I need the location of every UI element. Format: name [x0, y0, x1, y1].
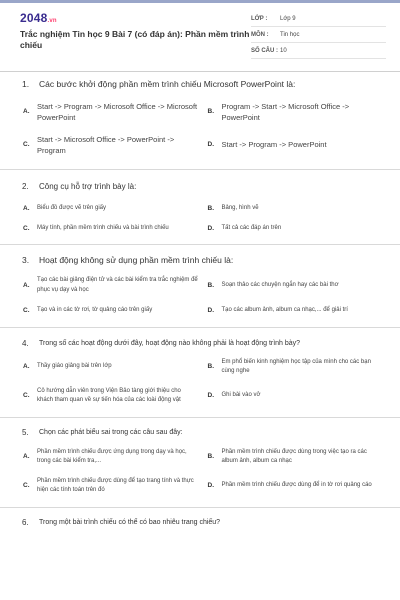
option-letter: B. — [207, 363, 214, 371]
option-letter: D. — [207, 307, 214, 314]
option-d[interactable] — [207, 135, 384, 156]
option-c[interactable] — [22, 477, 199, 496]
site-logo[interactable] — [20, 11, 250, 25]
option-text: Phần mềm trình chiếu được dùng để tạo trang tính và thực hiện các tính toán trên đó — [37, 477, 194, 493]
question-divider — [0, 507, 400, 508]
meta-value: Lớp 9 — [280, 15, 296, 22]
option-b[interactable] — [207, 358, 384, 377]
option-a[interactable] — [22, 358, 199, 377]
option-text: Start -> Program -> PowerPoint — [221, 140, 327, 150]
question-number: 6. — [22, 517, 29, 527]
question-text: Trong số các hoạt động dưới đây, hoạt động nào không phải là hoạt động trình bày? — [39, 339, 301, 347]
option-grid — [22, 102, 383, 156]
option-a[interactable] — [22, 102, 199, 123]
option-text: Start -> Microsoft Office -> PowerPoint -> Program — [37, 135, 175, 155]
meta-row-subject — [251, 27, 386, 43]
option-grid — [22, 448, 383, 496]
question-1 — [22, 79, 383, 170]
option-text: Tạo các bài giảng điện tử và các bài kiểm tra trắc nghiệm để phục vụ dạy và học — [37, 277, 198, 293]
question-text: Các bước khởi động phần mềm trình chiếu Microsoft PowerPoint là: — [39, 79, 296, 89]
option-text: Ghi bài vào vở — [221, 392, 261, 399]
question-stem — [22, 255, 383, 265]
header-divider — [0, 71, 400, 72]
question-5 — [22, 428, 383, 508]
meta-table — [251, 11, 386, 59]
option-text: Phần mềm trình chiếu được dùng để in tờ rơi quảng cáo — [221, 482, 372, 489]
question-number: 5. — [22, 427, 29, 437]
question-stem — [22, 339, 383, 349]
option-letter: D. — [207, 224, 214, 232]
option-text: Tạo các album ảnh, album ca nhạc,... để giải trí — [221, 307, 348, 313]
option-letter: C. — [23, 392, 30, 400]
option-text: Cô hướng dẫn viên trong Viện Bảo tàng giới thiệu cho khách tham quan về sự tiến hóa của các loài động vật — [37, 387, 181, 403]
logo-suffix: .vn — [47, 18, 57, 24]
option-letter: B. — [207, 108, 214, 116]
option-grid — [22, 358, 383, 406]
option-c[interactable] — [22, 306, 199, 316]
question-stem — [22, 428, 383, 438]
page-header — [0, 3, 400, 59]
option-text: Soạn thảo các chuyện ngắn hay các bài thơ — [221, 281, 339, 288]
option-b[interactable] — [207, 204, 384, 214]
option-letter: C. — [23, 482, 30, 490]
option-text: Phần mềm trình chiếu được ứng dụng trong dạy và học, trong các bài kiểm tra,... — [37, 448, 187, 464]
meta-row-count — [251, 43, 386, 59]
question-text: Trong một bài trình chiếu có thể có bao nhiêu trang chiếu? — [39, 518, 221, 526]
option-text: Máy tính, phần mềm trình chiếu và bài trình chiếu — [37, 224, 169, 231]
option-text: Em phổ biến kinh nghiệm học tập của mình cho các bạn cùng nghe — [221, 358, 371, 374]
question-stem — [22, 518, 383, 528]
question-stem — [22, 79, 383, 89]
question-stem — [22, 182, 383, 192]
option-d[interactable] — [207, 306, 384, 316]
question-divider — [0, 244, 400, 245]
meta-key: SỐ CÂU : — [251, 47, 278, 54]
question-divider — [0, 169, 400, 170]
logo-main: 2048 — [20, 11, 48, 25]
question-number: 3. — [22, 255, 30, 265]
option-b[interactable] — [207, 102, 384, 123]
meta-row-class — [251, 11, 386, 27]
option-letter: A. — [23, 281, 30, 289]
question-4 — [22, 339, 383, 418]
question-number: 1. — [22, 79, 30, 89]
question-2 — [22, 182, 383, 245]
option-text: Start -> Program -> Microsoft Office -> Microsoft PowerPoint — [37, 102, 198, 122]
option-b[interactable] — [207, 448, 384, 467]
option-letter: A. — [23, 453, 30, 461]
meta-key: LỚP : — [251, 15, 268, 22]
meta-value: Tin học — [280, 31, 300, 38]
question-3 — [22, 255, 383, 328]
option-text: Program -> Start -> Microsoft Office -> PowerPoint — [221, 102, 350, 122]
option-d[interactable] — [207, 477, 384, 496]
option-letter: D. — [207, 392, 214, 400]
option-a[interactable] — [22, 204, 199, 214]
option-a[interactable] — [22, 276, 199, 295]
option-letter: A. — [23, 363, 30, 371]
option-letter: C. — [23, 141, 30, 149]
option-c[interactable] — [22, 387, 199, 406]
question-text: Chọn các phát biểu sai trong các câu sau đây: — [39, 428, 183, 436]
question-6 — [22, 518, 383, 528]
option-d[interactable] — [207, 224, 384, 234]
meta-value: 10 — [280, 47, 287, 54]
option-letter: C. — [23, 224, 30, 232]
option-c[interactable] — [22, 135, 199, 156]
question-divider — [0, 327, 400, 328]
question-number: 2. — [22, 182, 29, 191]
option-letter: C. — [23, 307, 30, 314]
option-text: Tất cả các đáp án trên — [221, 224, 282, 231]
option-letter: B. — [207, 281, 214, 289]
option-grid — [22, 276, 383, 316]
option-text: Bảng, hình vẽ — [221, 205, 259, 211]
option-letter: D. — [207, 141, 214, 149]
option-letter: A. — [23, 205, 30, 212]
meta-key: MÔN : — [251, 31, 269, 38]
question-number: 4. — [22, 338, 29, 348]
option-text: Phần mềm trình chiếu được dùng trong việc tạo ra các album ảnh, album ca nhạc — [221, 448, 367, 464]
option-letter: D. — [207, 482, 214, 490]
question-divider — [0, 417, 400, 418]
question-list — [0, 79, 400, 528]
question-text: Hoạt động không sử dụng phần mềm trình chiếu là: — [39, 255, 234, 265]
option-grid — [22, 204, 383, 233]
option-letter: B. — [207, 453, 214, 461]
option-d[interactable] — [207, 387, 384, 406]
option-text: Thầy giáo giảng bài trên lớp — [37, 363, 112, 370]
option-b[interactable] — [207, 276, 384, 295]
question-text: Công cụ hỗ trợ trình bày là: — [39, 182, 137, 191]
option-a[interactable] — [22, 448, 199, 467]
option-c[interactable] — [22, 224, 199, 234]
option-letter: B. — [207, 205, 214, 212]
header-left — [20, 8, 250, 59]
option-text: Biểu đồ được vẽ trên giấy — [37, 205, 106, 211]
option-text: Tạo và in các tờ rơi, tờ quảng cáo trên giấy — [37, 307, 153, 313]
page-title: Trắc nghiệm Tin học 9 Bài 7 (có đáp án): Phần mềm trình chiếu — [20, 29, 250, 50]
option-letter: A. — [23, 108, 30, 116]
